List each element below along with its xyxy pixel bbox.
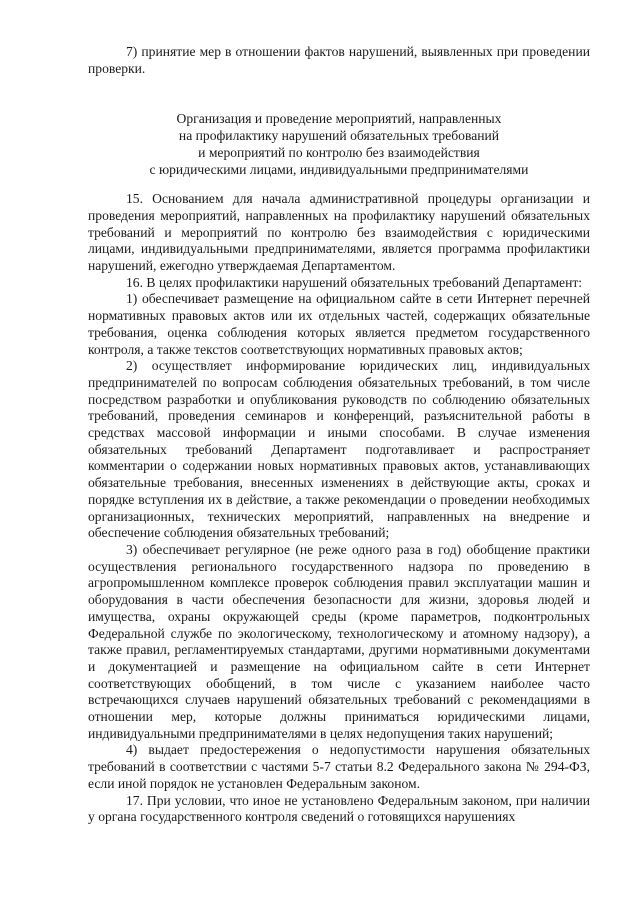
paragraph-16-item-2: 2) осуществляет информирование юридических лиц, индивидуальных предпринимателей по вопросам соблюдения обязательных требований, в том числе посредством разработки и опубликования руководств по соблюдению обязательных требований, проведения семинаров и конференций, разъяснительной работы в средствах массовой информации и иными способами. В случае изменения обязательных требований Департамент подготавливает и распространяет комментарии о содержании новых нормативных правовых актов, устанавливающих обязательные требования, внесенных изменениях в действующие акты, сроках и порядке вступления их в действие, а также рекомендации о проведении необходимых организационных, технических мероприятий, направленных на внедрение и обеспечение соблюдения обязательных требований;: [88, 358, 590, 541]
section-heading-line-1: Организация и проведение мероприятий, направленных: [176, 111, 502, 127]
paragraph-15: 15. Основанием для начала административной процедуры организации и проведения мероприятий, направленных на профилактику нарушений обязательных требований и мероприятий по контролю без взаимодействия с юридическими лицами, индивидуальными предпринимателями, является программа профилактики нарушений, ежегодно утверждаемая Департаментом.: [88, 191, 590, 274]
paragraph-16-item-3: 3) обеспечивает регулярное (не реже одного раза в год) обобщение практики осуществления регионального государственного надзора по проведению в агропромышленном комплексе проверок соблюдения правил эксплуатации машин и оборудования в части обеспечения безопасности для жизни, здоровья людей и имущества, охраны окружающей среды (кроме параметров, подконтрольных Федеральной службе по экологическому, технологическому и атомному надзору), а также правил, регламентируемых стандартами, другими нормативными документами и документацией и размещение на официальном сайте в сети Интернет соответствующих обобщений, в том числе с указанием наиболее часто встречающихся случаев нарушений обязательных требований с рекомендациями в отношении мер, которые должны приниматься юридическими лицами, индивидуальными предпринимателями в целях недопущения таких нарушений;: [88, 541, 590, 741]
paragraph-16-item-4: 4) выдает предостережения о недопустимости нарушения обязательных требований в соответствии с частями 5-7 статьи 8.2 Федерального закона № 294-ФЗ, если иной порядок не установлен Федеральным законом.: [88, 742, 590, 791]
intro-paragraph: 7) принятие мер в отношении фактов нарушений, выявленных при проведении проверки.: [88, 44, 590, 76]
section-heading-line-2: на профилактику нарушений обязательных требований: [178, 128, 500, 144]
section-heading: [88, 111, 590, 178]
section-heading-line-3: и мероприятий по контролю без взаимодействия: [198, 144, 480, 160]
section-heading-line-4: с юридическими лицами, индивидуальными предпринимателями: [149, 161, 529, 177]
paragraph-17: 17. При условии, что иное не установлено Федеральным законом, при наличии у органа государственного контроля сведений о готовящихся нарушениях: [88, 792, 590, 825]
paragraph-16: 16. В целях профилактики нарушений обязательных требований Департамент:: [126, 274, 583, 290]
paragraph-16-item-1: 1) обеспечивает размещение на официальном сайте в сети Интернет перечней нормативных правовых актов или их отдельных частей, содержащих обязательные требования, оценка соблюдения которых является предметом государственного контроля, а также текстов соответствующих нормативных правовых актов;: [88, 291, 590, 357]
